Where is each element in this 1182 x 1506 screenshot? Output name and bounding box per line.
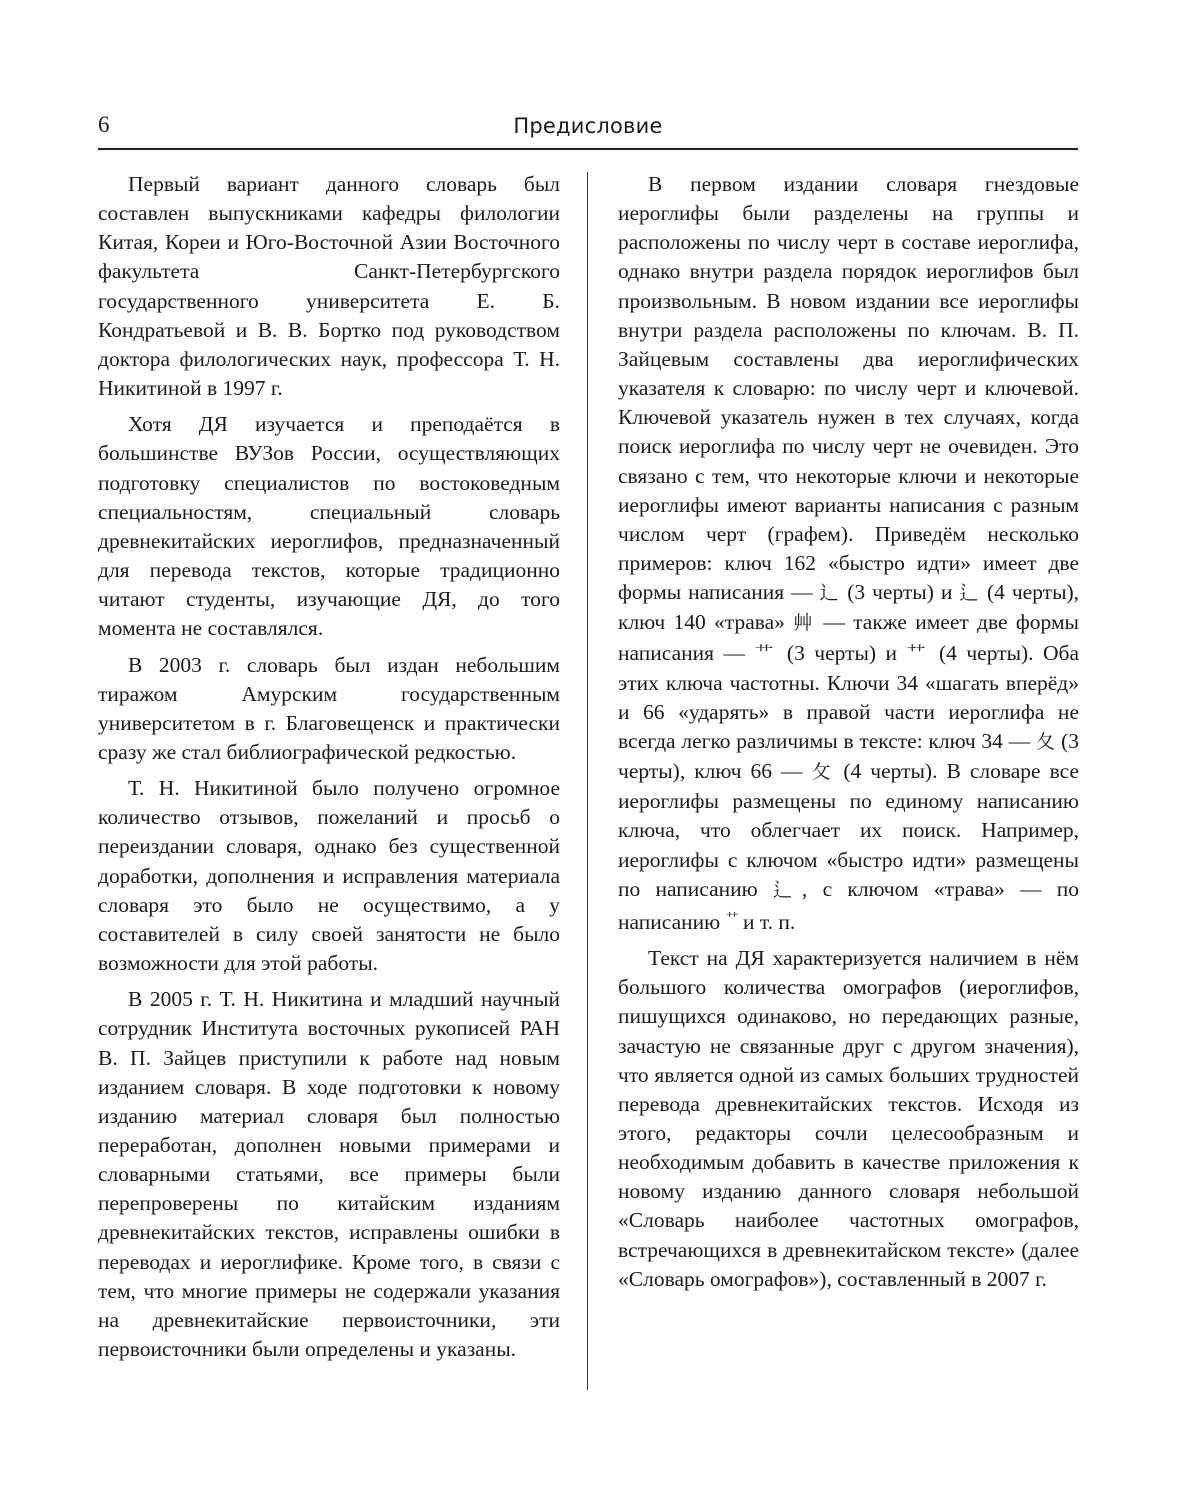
left-paragraph-1: Первый вариант данного словарь был составлен выпускниками кафедры филологии Китая, Кореи и Юго-Восточной Азии Восточного факультета Санкт-Петербургского государственного университета Е. Б. Кондратьевой и В. В. Бортко под руководством доктора филологических наук, профессора Т. Н. Никитиной в 1997 г. <box>98 172 560 401</box>
text-run: — также имеет две формы написания — <box>618 610 1079 665</box>
text-run: , с ключом «трава» — по написанию <box>618 876 1079 934</box>
text-run: и т. п. <box>742 909 796 934</box>
radical-140-3-strokes-glyph: ⺾ <box>754 642 778 665</box>
radical-66-glyph: 攵 <box>811 761 835 784</box>
column-divider <box>587 172 588 1390</box>
running-head <box>98 108 1078 150</box>
left-column <box>98 170 560 1371</box>
radical-162-4-strokes-glyph: ⻍ <box>773 878 802 901</box>
radical-140-4-strokes-glyph: ⺿ <box>906 642 930 665</box>
text-run: (3 черты) и <box>847 580 953 605</box>
left-paragraph-3: В 2003 г. словарь был издан небольшим тиражом Амурским государственным университетом в г. Благовещенск и практически сразу же стал библиографической редкостью. <box>98 652 560 764</box>
section-title: Предисловие <box>513 114 663 138</box>
text-run: (3 черты) и <box>786 640 898 665</box>
right-paragraph-2: Текст на ДЯ характеризуется наличием в нём большого количества омографов (иероглифов, пишущихся одинаково, но передающих разные, зачастую не связанные друг с другом значения), что является одной из самых больших трудностей перевода древнекитайских текстов. Исходя из этого, редакторы сочли целесообразным и необходимым добавить в качестве приложения к новому изданию данного словаря небольшой «Словарь наиболее частотных омографов, встречающихся в древнекитайском тексте» (далее «Словарь омографов»), составленный в 2007 г. <box>618 946 1079 1291</box>
radical-140-4-strokes-glyph: ⺿ <box>725 911 738 927</box>
page-number: 6 <box>98 112 110 137</box>
text-run: В первом издании словаря гнездовые иероглифы были разделены на группы и расположены по числу черт в составе иероглифа, однако внутри раздела порядок иероглифов был произвольным. В новом издании все иероглифы внутри раздела расположены по ключам. В. П. Зайцевым составлены два иероглифических указателя к словарю: по числу черт и ключевой. Ключевой указатель нужен в тех случаях, когда поиск иероглифа по числу черт не очевиден. Это связано с тем, что некоторые ключи и некоторые иероглифы имеют варианты написания с разным числом черт (графем). Приведём несколько примеров: ключ 162 «быстро идти» имеет две формы написания — <box>618 172 1079 605</box>
text-run: (3 черты), ключ 66 — <box>618 728 1080 784</box>
text-run: (4 черты). В словаре все иероглифы размещены по единому написанию ключа, что облегчает их поиск. Например, иероглифы с ключом «быстро идти» размещены по написанию <box>618 759 1080 901</box>
radical-34-glyph: 夂 <box>1035 730 1056 753</box>
text-run: (4 черты). Оба этих ключа частотны. Ключи 34 «шагать вперёд» и 66 «ударять» в правой части иероглифа не всегда легко различимы в тексте: ключ 34 — <box>618 640 1079 753</box>
left-paragraph-4: Т. Н. Никитиной было получено огромное количество отзывов, пожеланий и просьб о переиздании словаря, однако без существенной доработки, дополнения и исправления материала словаря это было не осуществимо, а у составителей в силу своей занятости не было возможности для этой работы. <box>98 776 560 976</box>
right-paragraph-1 <box>618 170 1079 937</box>
right-column <box>618 170 1079 1301</box>
left-paragraph-5: В 2005 г. Т. Н. Никитина и младший научный сотрудник Института восточных рукописей РАН В. П. Зайцев приступили к работе над новым изданием словаря. В ходе подготовки к новому изданию материал словаря был полностью переработан, дополнен новыми примерами и словарными статьями, все примеры были перепроверены по китайским изданиям древнекитайских текстов, исправлены ошибки в переводах и иероглифике. Кроме того, в связи с тем, что многие примеры не содержали указания на древнекитайские первоисточники, эти первоисточники были определены и указаны. <box>98 987 560 1362</box>
radical-140-glyph: 艸 <box>793 612 816 635</box>
radical-162-3-strokes-glyph: ⻌ <box>819 582 841 605</box>
left-paragraph-2: Хотя ДЯ изучается и преподаётся в большинстве ВУЗов России, осуществляющих подготовку специалистов по востоковедным специальностям, специальный словарь древнекитайских иероглифов, предназначенный для перевода текстов, которые традиционно читают студенты, изучающие ДЯ, до того момента не составлялся. <box>98 412 560 641</box>
radical-162-4-strokes-glyph: ⻍ <box>959 582 980 605</box>
text-run: (4 черты), ключ 140 «трава» <box>618 580 1080 635</box>
